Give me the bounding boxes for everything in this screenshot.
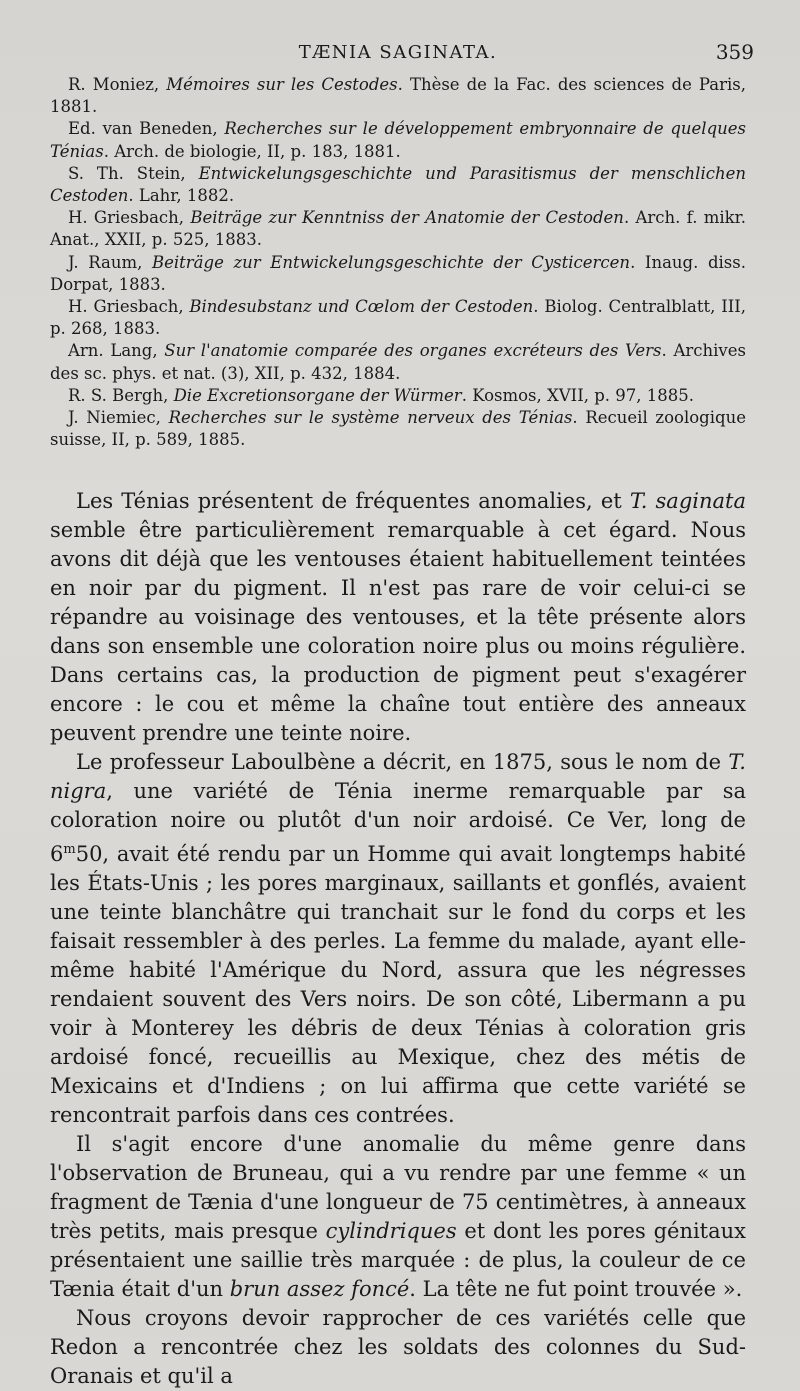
entry-source: . Inaug. diss. Dorpat, 1883.: [50, 252, 746, 294]
species-name: T. nigra: [50, 750, 746, 804]
text-run: et dont les pores génitaux présentaient une saillie très marquée : de plus, la couleur de ce Tænia était d'un: [50, 1219, 747, 1302]
bibliography-entry: [50, 407, 746, 451]
paragraph: [50, 748, 746, 1130]
species-name: T. saginata: [629, 489, 746, 514]
italic-term: cylindriques: [325, 1219, 457, 1244]
bibliography-entry: [50, 340, 746, 384]
bibliography-list: [50, 74, 746, 451]
paragraph: [50, 487, 746, 748]
body-text: [50, 487, 746, 1391]
entry-source: . Lahr, 1882.: [128, 186, 235, 206]
entry-source: . Kosmos, XVII, p. 97, 1885.: [461, 385, 694, 405]
bibliography-entry: [50, 207, 746, 251]
entry-source: . Arch. f. mikr. Anat., XXII, p. 525, 1883.: [50, 208, 746, 250]
bibliography-entry: [50, 252, 746, 296]
entry-title: Entwickelungsgeschichte und Parasitismus der menschlichen Cestoden: [50, 163, 747, 206]
entry-title: Recherches sur le système nerveux des Ténias: [168, 408, 573, 428]
text-run: . La tête ne fut point trouvée ».: [409, 1277, 743, 1302]
text-run: Il s'agit encore d'une anomalie du même genre dans l'observation de Bruneau, qui a vu rendre par une femme « un fragment de Tænia d'une longueur de 75 centimètres, à anneaux très petits, mais presque: [50, 1132, 746, 1244]
paragraph: [50, 1130, 746, 1304]
entry-source: . Arch. de biologie, II, p. 183, 1881.: [103, 141, 401, 161]
text-run: semble être particulièrement remarquable à cet égard. Nous avons dit déjà que les ventouses étaient habituellement teintées en noir par du pigment. Il n'est pas rare de voir celui-ci se répandre au voisinage des ventouses, et la tête présente alors dans son ensemble une coloration noire plus ou moins régulière. Dans certains cas, la production de pigment peut s'exagérer encore : le cou et même la chaîne tout entière des anneaux peuvent prendre une teinte noire.: [50, 518, 746, 746]
entry-author: Arn. Lang,: [68, 341, 165, 361]
paragraph: Nous croyons devoir rapprocher de ces variétés celle que Redon a rencontrée chez les soldats des colonnes du Sud-Oranais et qu'il a: [50, 1306, 746, 1389]
entry-author: R. S. Bergh,: [68, 385, 174, 405]
entry-title: Recherches sur le développement embryonnaire de quelques Ténias: [50, 119, 746, 161]
entry-title: Beiträge zur Kenntniss der Anatomie der Cestoden: [190, 208, 624, 228]
entry-source: . Thèse de la Fac. des sciences de Paris, 1881.: [50, 75, 746, 117]
unit-superscript: m: [63, 842, 76, 858]
text-run: 50, avait été rendu par un Homme qui avait longtemps habité les États-Unis ; les pores marginaux, saillants et gonflés, avaient une teinte blanchâtre qui tranchait sur le fond du corps et les faisait ressembler à des perles. La femme du malade, ayant elle-même habité l'Amérique du Nord, assura que les négresses rendaient souvent des Vers noirs. De son côté, Libermann a pu voir à Monterey les débris de deux Ténias à coloration gris ardoisé foncé, recueillis au Mexique, chez des métis de Mexicains et d'Indiens ; on lui affirma que cette variété se rencontrait parfois dans ces contrées.: [50, 842, 746, 1128]
bibliography-entry: [50, 296, 746, 340]
entry-title: Sur l'anatomie comparée des organes excréteurs des Vers: [164, 341, 662, 361]
entry-source: . Archives des sc. phys. et nat. (3), XII, p. 432, 1884.: [50, 341, 746, 383]
entry-author: H. Griesbach,: [68, 297, 190, 317]
entry-author: J. Raum,: [68, 252, 152, 272]
bibliography-entry: [50, 118, 746, 162]
bibliography-entry: [50, 163, 746, 207]
running-title: TÆNIA SAGINATA.: [298, 42, 498, 63]
text-run: , une variété de Ténia inerme remarquable par sa coloration noire ou plutôt d'un noir ardoisé. Ce Ver, long de 6: [50, 779, 746, 867]
entry-title: Bindesubstanz und Cœlom der Cestoden: [189, 297, 534, 317]
page-number: 359: [715, 40, 754, 64]
entry-source: . Biolog. Centralblatt, III, p. 268, 1883.: [50, 297, 746, 339]
text-run: Les Ténias présentent de fréquentes anomalies, et: [76, 489, 630, 514]
entry-author: R. Moniez,: [68, 75, 167, 94]
bibliography-entry: [50, 385, 746, 407]
entry-author: J. Niemiec,: [68, 408, 169, 428]
entry-source: . Recueil zoologique suisse, II, p. 589, 1885.: [50, 408, 746, 450]
entry-title: Die Excretionsorgane der Würmer: [173, 385, 462, 405]
entry-title: Mémoires sur les Cestodes: [166, 75, 398, 94]
text-run: Le professeur Laboulbène a décrit, en 1875, sous le nom de: [76, 750, 729, 775]
italic-term: brun assez foncé: [229, 1277, 410, 1302]
entry-title: Beiträge zur Entwickelungsgeschichte der Cysticercen: [151, 252, 631, 272]
entry-author: S. Th. Stein,: [68, 163, 199, 183]
entry-author: Ed. van Beneden,: [68, 119, 225, 139]
entry-author: H. Griesbach,: [68, 208, 191, 228]
bibliography-entry: [50, 74, 746, 118]
running-head: [50, 34, 754, 74]
